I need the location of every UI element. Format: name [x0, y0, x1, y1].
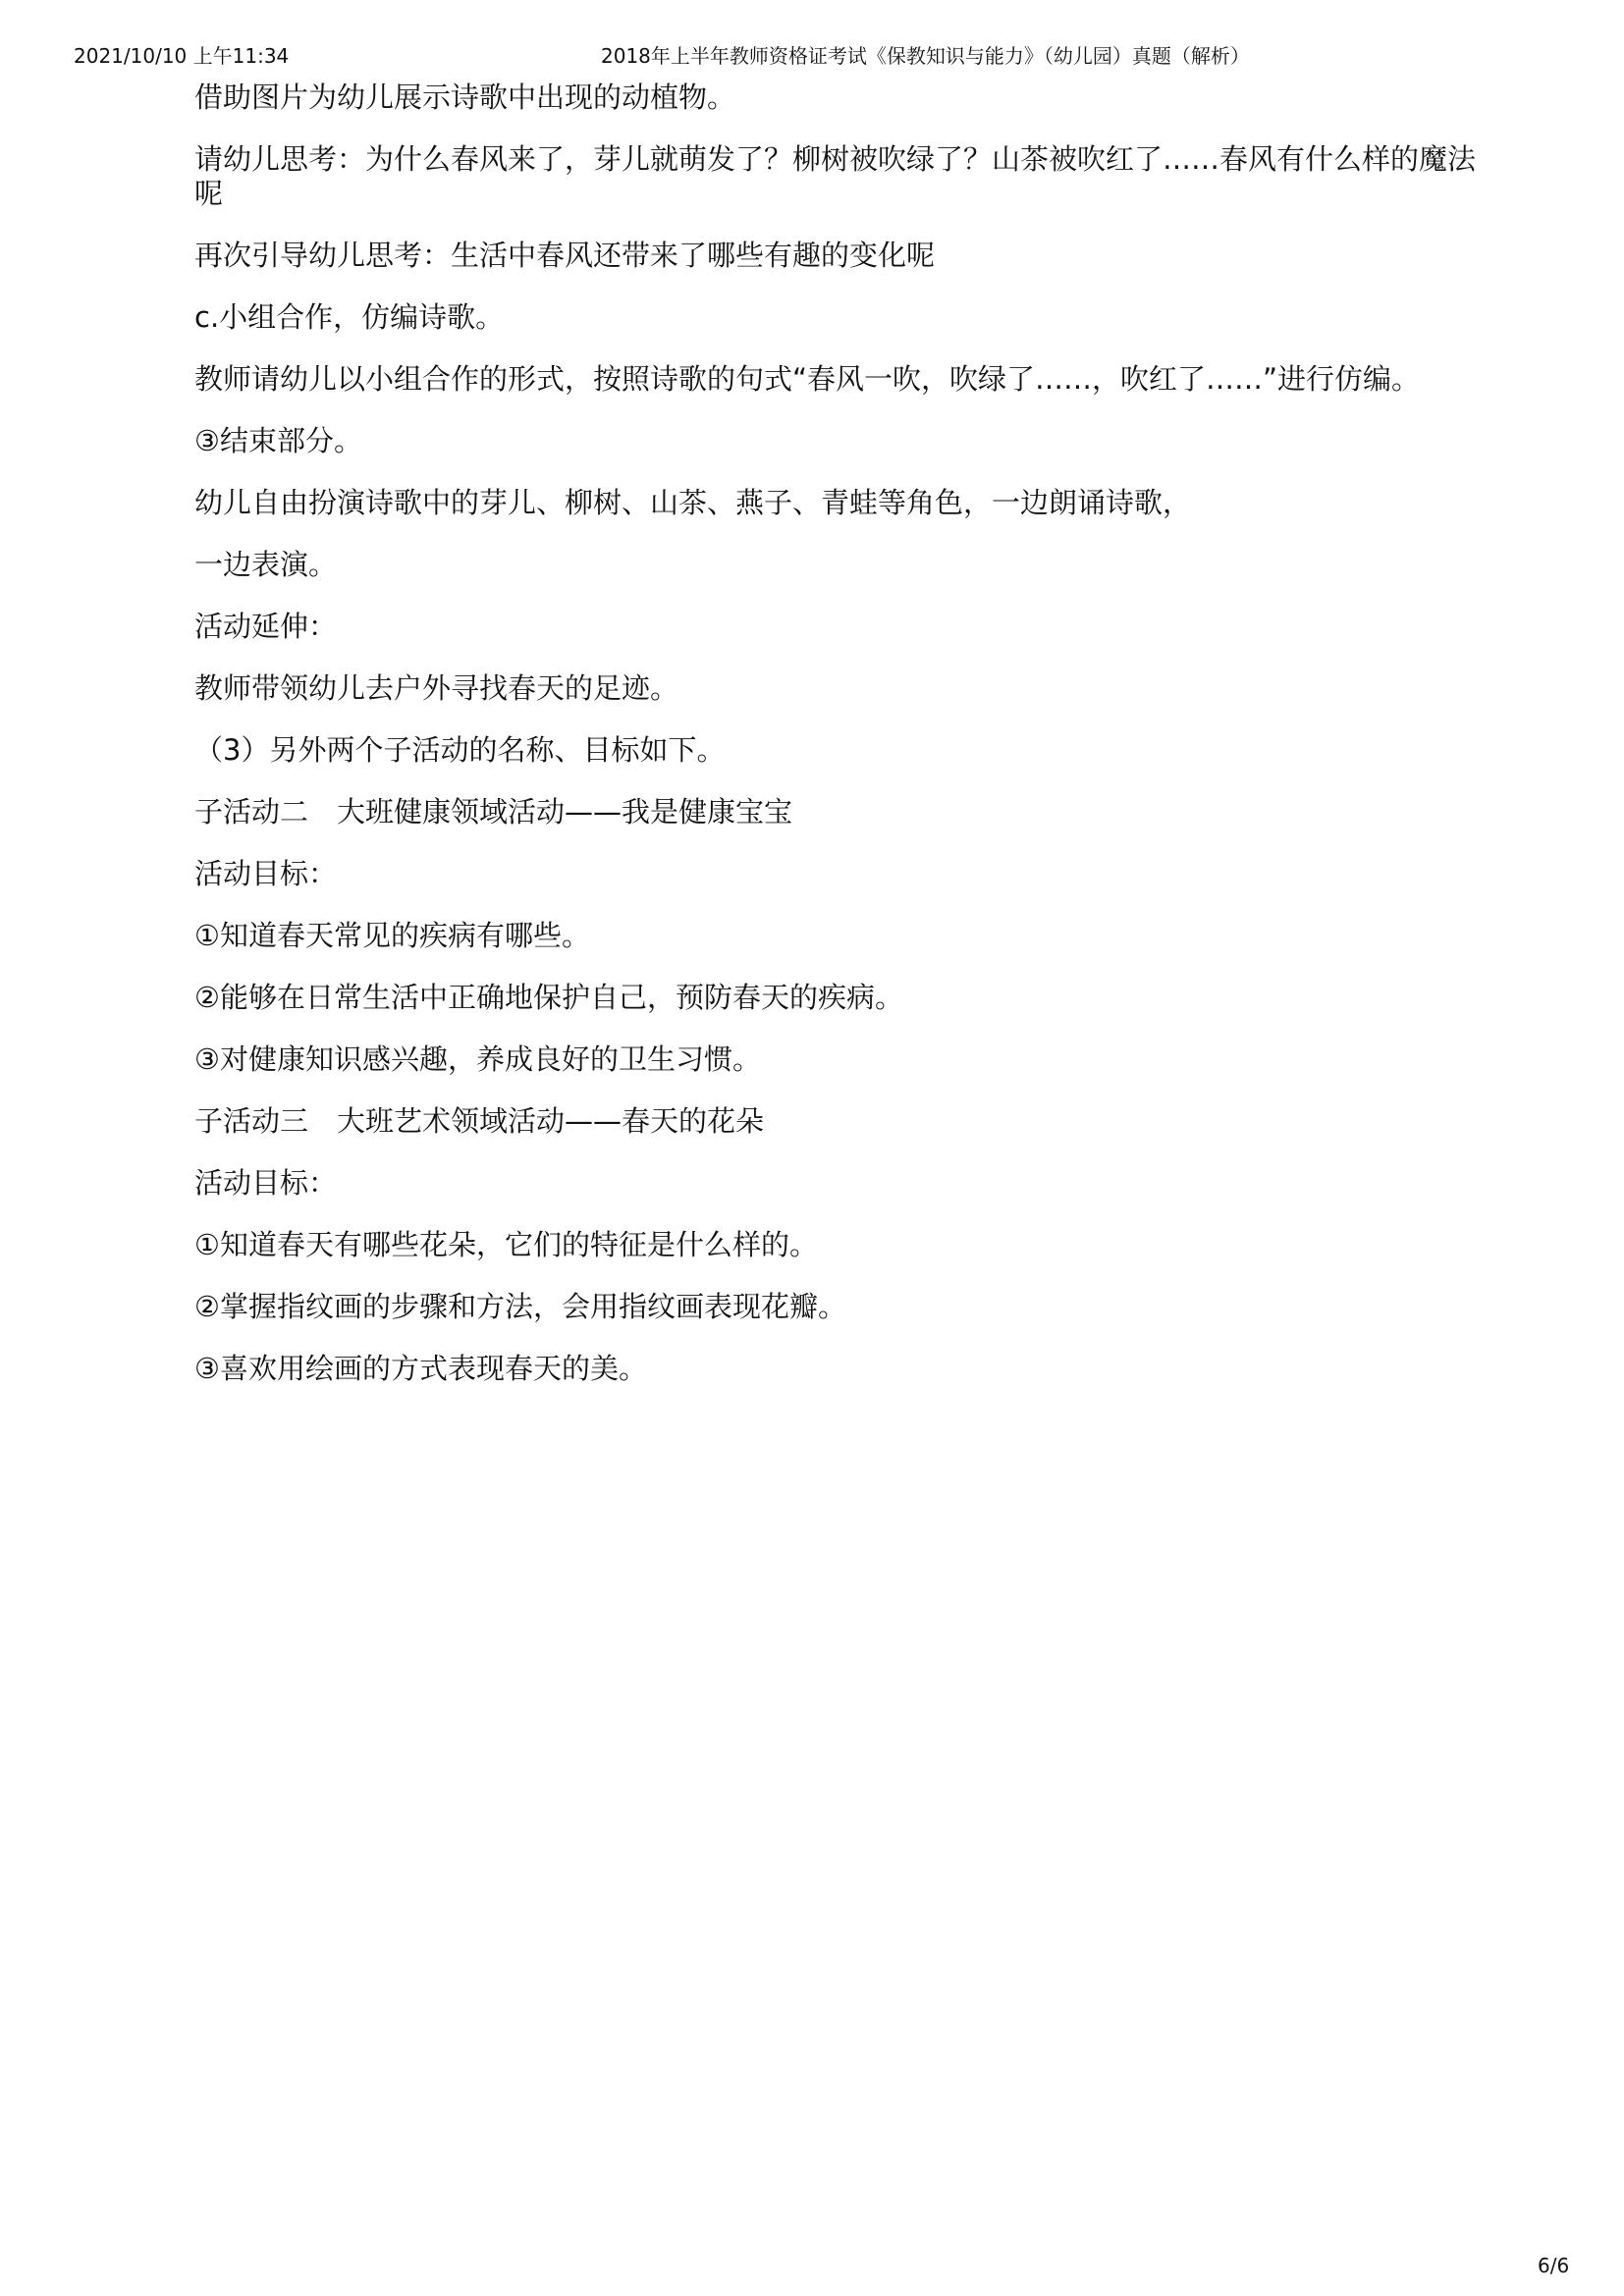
- body-paragraph: 活动目标：: [194, 857, 338, 890]
- body-paragraph: （3）另外两个子活动的名称、目标如下。: [194, 733, 726, 767]
- body-paragraph: ①知道春天有哪些花朵，它们的特征是什么样的。: [194, 1228, 818, 1261]
- body-paragraph: 一边表演。: [194, 548, 338, 581]
- document-title: 2018年上半年教师资格证考试《保教知识与能力》（幼儿园）真题（解析）: [601, 44, 1250, 68]
- body-paragraph: ③喜欢用绘画的方式表现春天的美。: [194, 1352, 647, 1385]
- page-number: 6/6: [1538, 2254, 1570, 2277]
- body-paragraph: ①知道春天常见的疾病有哪些。: [194, 919, 590, 952]
- body-paragraph: 教师请幼儿以小组合作的形式，按照诗歌的句式“春风一吹，吹绿了……，吹红了……”进行仿编。: [194, 362, 1421, 396]
- document-body: [194, 80, 1481, 1414]
- body-paragraph: ③对健康知识感兴趣，养成良好的卫生习惯。: [194, 1042, 761, 1076]
- body-paragraph: ③结束部分。: [194, 424, 362, 457]
- body-paragraph: 活动延伸：: [194, 610, 338, 643]
- body-paragraph: 教师带领幼儿去户外寻找春天的足迹。: [194, 671, 679, 705]
- body-paragraph: 再次引导幼儿思考：生活中春风还带来了哪些有趣的变化呢: [194, 239, 936, 272]
- body-paragraph: 请幼儿思考：为什么春风来了，芽儿就萌发了？柳树被吹绿了？山茶被吹红了……春风有什么样的魔法呢: [194, 142, 1477, 210]
- body-paragraph: 幼儿自由扮演诗歌中的芽儿、柳树、山茶、燕子、青蛙等角色，一边朗诵诗歌，: [194, 486, 1192, 519]
- body-paragraph: ②能够在日常生活中正确地保护自己，预防春天的疾病。: [194, 981, 903, 1014]
- body-paragraph: ②掌握指纹画的步骤和方法，会用指纹画表现花瓣。: [194, 1290, 846, 1323]
- print-datetime: 2021/10/10 上午11:34: [74, 44, 290, 68]
- subactivity-heading: 子活动三 大班艺术领域活动——春天的花朵: [194, 1104, 765, 1138]
- body-paragraph: 借助图片为幼儿展示诗歌中出现的动植物。: [194, 80, 736, 114]
- body-paragraph: c.小组合作，仿编诗歌。: [194, 300, 505, 334]
- subactivity-heading: 子活动二 大班健康领域活动——我是健康宝宝: [194, 795, 793, 828]
- body-paragraph: 活动目标：: [194, 1166, 338, 1200]
